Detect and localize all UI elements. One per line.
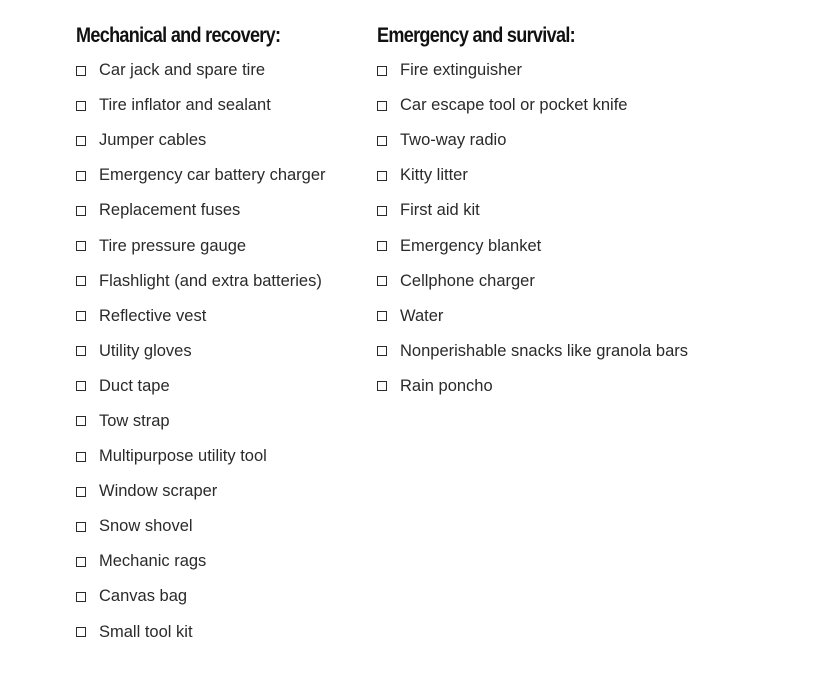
checkbox-icon[interactable] (76, 557, 86, 567)
checklist-item (377, 158, 688, 193)
checklist-item-label: Duct tape (99, 376, 170, 395)
checklist-item-label: Small tool kit (99, 622, 193, 641)
checklist-item-label: Two-way radio (400, 131, 507, 150)
checkbox-icon[interactable] (377, 381, 387, 391)
checkbox-icon[interactable] (76, 101, 86, 111)
checkbox-icon[interactable] (76, 66, 86, 76)
checkbox-icon[interactable] (76, 627, 86, 637)
checkbox-icon[interactable] (377, 66, 387, 76)
checkbox-icon[interactable] (76, 136, 86, 146)
checklist-item-label: Replacement fuses (99, 201, 241, 220)
checklist-item (76, 615, 326, 650)
checklist-item-label: Tire inflator and sealant (99, 96, 271, 115)
checklist-item-label: Emergency car battery charger (99, 166, 326, 185)
checklist-item-label: Cellphone charger (400, 271, 535, 290)
checklist-item (76, 509, 326, 544)
checklist-item-label: Tow strap (99, 411, 170, 430)
checklist-item (76, 158, 326, 193)
section-heading: Mechanical and recovery: (76, 24, 281, 47)
checklist-item-label: Mechanic rags (99, 552, 207, 571)
checklist-item-label: Emergency blanket (400, 236, 542, 255)
checklist-item-label: Window scraper (99, 482, 218, 501)
checklist-item (76, 404, 326, 439)
checklist-item (76, 53, 326, 88)
checkbox-icon[interactable] (377, 241, 387, 251)
checklist (377, 53, 688, 404)
checkbox-icon[interactable] (76, 206, 86, 216)
checklist-item-label: Canvas bag (99, 587, 188, 606)
checklist-item (76, 228, 326, 263)
checklist-item (377, 334, 688, 369)
checkbox-icon[interactable] (76, 276, 86, 286)
checklist-item-label: Tire pressure gauge (99, 236, 247, 255)
checklist-item (76, 334, 326, 369)
checklist-item-label: Utility gloves (99, 341, 192, 360)
checklist-item (377, 228, 688, 263)
checkbox-icon[interactable] (76, 381, 86, 391)
checklist-item (377, 264, 688, 299)
checklist-item-label: Jumper cables (99, 131, 207, 150)
checklist-item-label: Reflective vest (99, 306, 207, 325)
checklist-item (377, 88, 688, 123)
checklist-item (377, 193, 688, 228)
checklist-item (377, 123, 688, 158)
checklist-item-label: Nonperishable snacks like granola bars (400, 341, 688, 360)
checklist-item (76, 88, 326, 123)
checkbox-icon[interactable] (377, 311, 387, 321)
checklist-item (76, 123, 326, 158)
checklist-item (377, 369, 688, 404)
checkbox-icon[interactable] (377, 101, 387, 111)
checkbox-icon[interactable] (377, 206, 387, 216)
checklist-item-label: Car escape tool or pocket knife (400, 96, 628, 115)
checklist-item (76, 193, 326, 228)
checkbox-icon[interactable] (76, 452, 86, 462)
checklist-item (76, 439, 326, 474)
checklist-item-label: Snow shovel (99, 517, 193, 536)
checkbox-icon[interactable] (76, 522, 86, 532)
checklist-item-label: Multipurpose utility tool (99, 447, 267, 466)
checklist-item-label: Fire extinguisher (400, 61, 522, 80)
checklist-item (76, 474, 326, 509)
checklist-item-label: Flashlight (and extra batteries) (99, 271, 322, 290)
checkbox-icon[interactable] (377, 276, 387, 286)
checkbox-icon[interactable] (377, 136, 387, 146)
checklist-item (76, 579, 326, 614)
checklist-item (76, 299, 326, 334)
checkbox-icon[interactable] (377, 171, 387, 181)
checkbox-icon[interactable] (377, 346, 387, 356)
checklist-item-label: Car jack and spare tire (99, 61, 265, 80)
checkbox-icon[interactable] (76, 487, 86, 497)
checkbox-icon[interactable] (76, 311, 86, 321)
mechanical-recovery-section (76, 20, 326, 650)
checklist-item (377, 53, 688, 88)
checkbox-icon[interactable] (76, 171, 86, 181)
checkbox-icon[interactable] (76, 416, 86, 426)
section-heading: Emergency and survival: (377, 24, 575, 47)
checkbox-icon[interactable] (76, 592, 86, 602)
checklist-item-label: Water (400, 306, 444, 325)
checklist-item-label: First aid kit (400, 201, 480, 220)
checklist-item-label: Kitty litter (400, 166, 468, 185)
checklist-item (76, 544, 326, 579)
checklist (76, 53, 326, 650)
emergency-survival-section (377, 20, 688, 404)
checkbox-icon[interactable] (76, 346, 86, 356)
checklist-item-label: Rain poncho (400, 376, 493, 395)
checklist-item (377, 299, 688, 334)
checklist-item (76, 264, 326, 299)
checkbox-icon[interactable] (76, 241, 86, 251)
checklist-item (76, 369, 326, 404)
